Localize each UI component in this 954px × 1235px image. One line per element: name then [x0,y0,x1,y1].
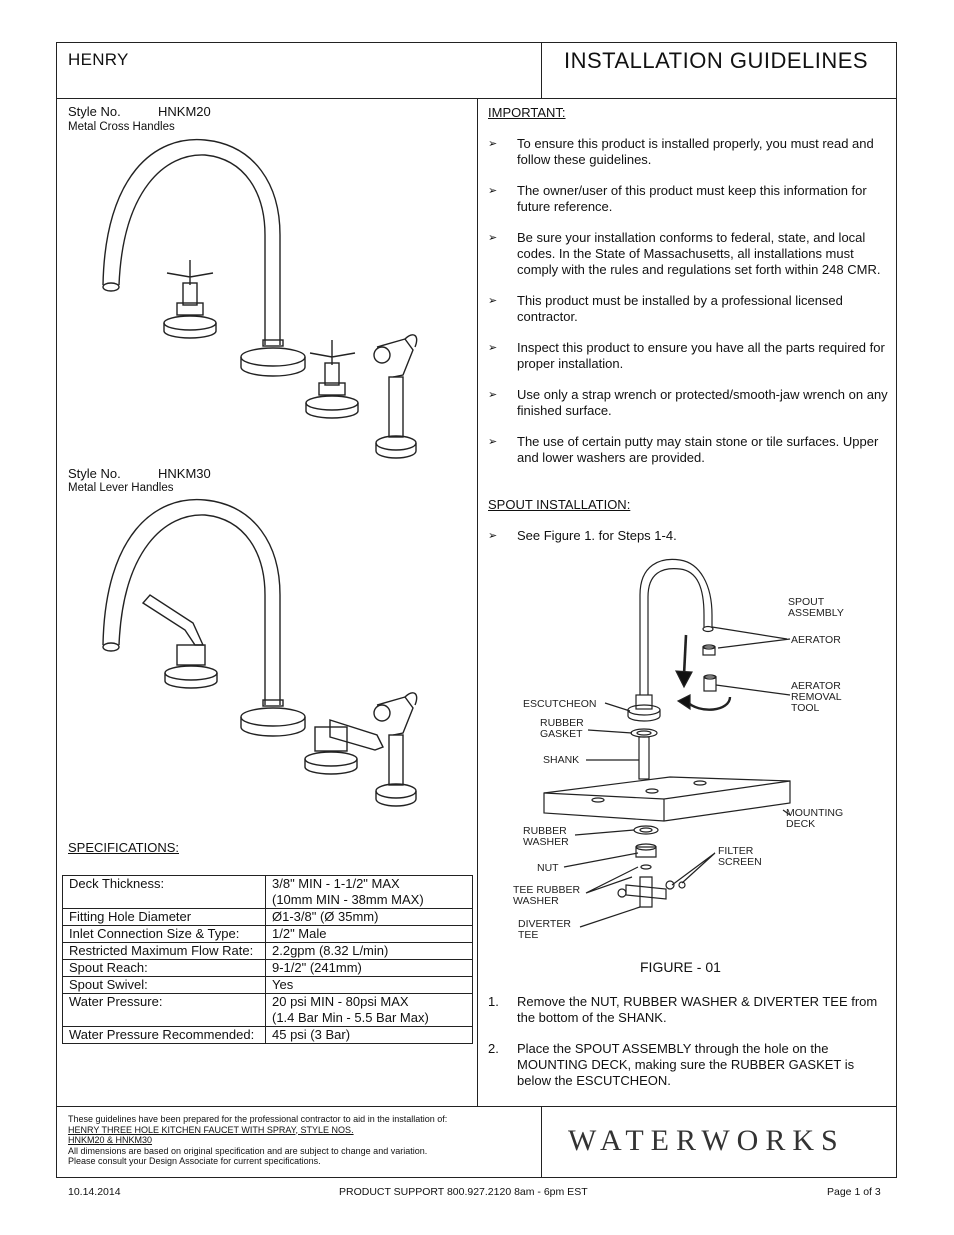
bullet-item [488,434,888,466]
spec-value: 9-1/2" (241mm) [266,960,473,977]
steps-list [488,994,888,1104]
document-date: 10.14.2014 [68,1186,121,1198]
arrow-bullet-icon: ➢ [488,436,498,448]
waterworks-logo: WATERWORKS [568,1124,845,1157]
bullet-text: Use only a strap wrench or protected/smooth-jaw wrench on any finished surface. [517,387,888,418]
bullet-item [488,136,888,168]
arrow-bullet-icon: ➢ [488,232,498,244]
style-description-1: Metal Cross Handles [68,121,175,133]
bullet-item [488,528,888,544]
spec-row [63,943,473,960]
bullet-item [488,230,888,278]
spec-key: Fitting Hole Diameter [63,909,266,926]
spec-value: Ø1-3/8" (Ø 35mm) [266,909,473,926]
label-escutcheon: ESCUTCHEON [523,698,597,710]
figure-caption: FIGURE - 01 [640,959,721,975]
spec-value: 2.2gpm (8.32 L/min) [266,943,473,960]
footer-note-styles: HNKM20 & HNKM30 [68,1135,153,1145]
spec-row [63,994,473,1027]
product-support: PRODUCT SUPPORT 800.927.2120 8am - 6pm EST [339,1186,588,1198]
label-aerator-removal-tool: AERATOR REMOVAL TOOL [791,680,842,714]
label-filter-screen: FILTER SCREEN [718,845,762,868]
style-description-2: Metal Lever Handles [68,482,174,494]
spec-key: Restricted Maximum Flow Rate: [63,943,266,960]
label-shank: SHANK [543,754,580,766]
spec-key: Spout Swivel: [63,977,266,994]
arrow-bullet-icon: ➢ [488,530,498,542]
label-aerator: AERATOR [791,634,841,646]
spec-value: 3/8" MIN - 1-1/2" MAX (10mm MIN - 38mm MAX) [266,876,473,909]
label-nut: NUT [537,862,559,874]
step-number: 2. [488,1041,499,1056]
spec-value: 45 psi (3 Bar) [266,1027,473,1044]
label-tee-rubber-washer: TEE RUBBER WASHER [513,884,581,907]
spec-row [63,960,473,977]
step-number: 1. [488,994,499,1009]
arrow-bullet-icon: ➢ [488,389,498,401]
spec-key: Deck Thickness: [63,876,266,909]
spec-key: Water Pressure Recommended: [63,1027,266,1044]
spec-key: Spout Reach: [63,960,266,977]
spec-value: Yes [266,977,473,994]
bullet-text: Inspect this product to ensure you have all the parts required for proper installation. [517,340,885,371]
label-mounting-deck: MOUNTING DECK [786,807,844,830]
bullet-item [488,293,888,325]
footer-note-line: All dimensions are based on original specification and are subject to change and variation. [68,1145,428,1156]
footer-split [541,1106,542,1178]
spec-row [63,876,473,909]
style-code: HNKM20 [158,104,211,119]
spec-row [63,926,473,943]
footer-note-line: Please consult your Design Associate for current specifications. [68,1156,321,1166]
spec-value: 1/2" Male [266,926,473,943]
body-split [477,98,478,1106]
footer-note-line: These guidelines have been prepared for the professional contractor to aid in the installation of: [68,1114,448,1124]
bullet-text: See Figure 1. for Steps 1-4. [517,528,677,543]
arrow-bullet-icon: ➢ [488,342,498,354]
bullet-text: Be sure your installation conforms to federal, state, and local codes. In the State of Massachusetts, all installations must comply with the rules and regulations set forth within 248 CMR. [517,230,881,277]
footer-divider [56,1106,897,1107]
product-name: HENRY [68,50,129,69]
faucet-lever-handle-illustration [95,495,435,815]
style-code: HNKM30 [158,466,211,481]
step-item [488,994,888,1026]
spout-installation-heading: SPOUT INSTALLATION: [488,497,631,512]
style-label: Style No. [68,466,121,481]
bullet-text: To ensure this product is installed properly, you must read and follow these guidelines. [517,136,874,167]
step-item [488,1041,888,1089]
important-list [488,136,888,481]
bullet-text: This product must be installed by a professional licensed contractor. [517,293,843,324]
footer-note-product: HENRY THREE HOLE KITCHEN FAUCET WITH SPRAY, STYLE NOS. [68,1124,354,1135]
bullet-item [488,340,888,372]
header-split [541,42,542,98]
faucet-cross-handle-illustration [95,135,435,465]
arrow-bullet-icon: ➢ [488,295,498,307]
style-label: Style No. [68,104,121,119]
important-heading: IMPORTANT: [488,105,566,120]
arrow-bullet-icon: ➢ [488,185,498,197]
spec-row [63,909,473,926]
document-title: INSTALLATION GUIDELINES [564,48,869,73]
spec-row [63,977,473,994]
label-rubber-gasket: RUBBER GASKET [540,717,584,740]
arrow-bullet-icon: ➢ [488,138,498,150]
label-diverter-tee: DIVERTER TEE [518,918,571,941]
page-number: Page 1 of 3 [827,1186,881,1198]
step-text: Place the SPOUT ASSEMBLY through the hole on the MOUNTING DECK, making sure the RUBBER GASKET is below the ESCUTCHEON. [517,1041,855,1088]
spec-key: Water Pressure: [63,994,266,1027]
style-number-2 [68,466,211,481]
specifications-table [62,875,473,1044]
spec-value: 20 psi MIN - 80psi MAX (1.4 Bar Min - 5.5 Bar Max) [266,994,473,1027]
spec-row [63,1027,473,1044]
bullet-item [488,183,888,215]
label-spout-assembly: SPOUT ASSEMBLY [788,596,844,619]
bullet-text: The owner/user of this product must keep this information for future reference. [517,183,867,214]
label-rubber-washer: RUBBER WASHER [523,825,569,848]
bullet-item [488,387,888,419]
style-number-1 [68,104,211,119]
specifications-heading: SPECIFICATIONS: [68,840,179,855]
footer-note [68,1114,538,1167]
spec-key: Inlet Connection Size & Type: [63,926,266,943]
bullet-text: The use of certain putty may stain stone or tile surfaces. Upper and lower washers are provided. [517,434,879,465]
step-text: Remove the NUT, RUBBER WASHER & DIVERTER TEE from the bottom of the SHANK. [517,994,878,1025]
